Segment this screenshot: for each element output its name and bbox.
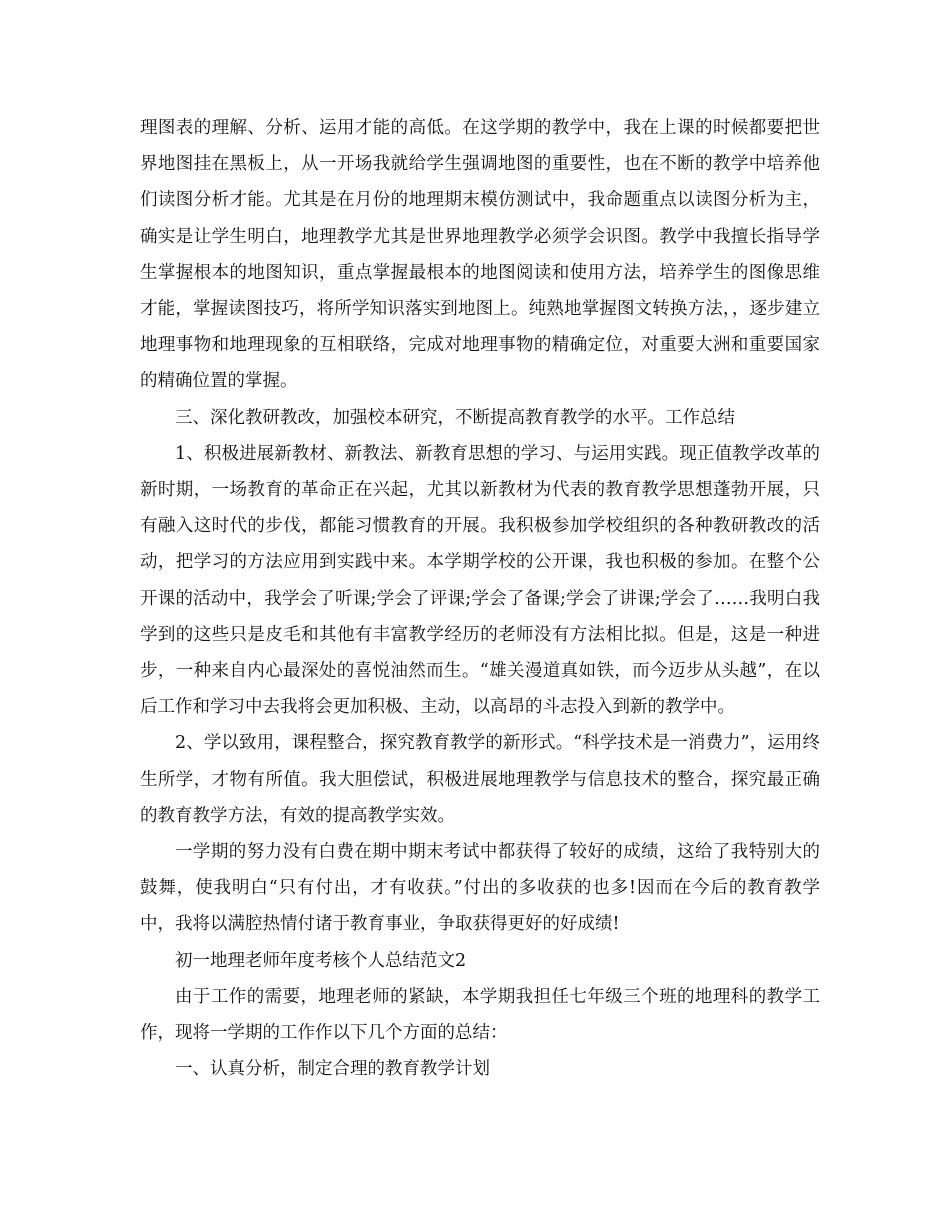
paragraph-intro-sample-2: 由于工作的需要，地理老师的紧缺，本学期我担任七年级三个班的地理科的教学工作，现将一学期的工作作以下几个方面的总结： [140,986,820,1044]
article-title-sample-2: 初一地理老师年度考核个人总结范文2 [175,950,467,971]
paragraph-new-curriculum: 1、积极进展新教材、新教法、新教育思想的学习、与运用实践。现正值教学改革的新时期，一场教育的革命正在兴起，尤其以新教材为代表的教育教学思想蓬勃开展，只有融入这时代的步伐，都能习惯教育的开展。我积极参加学校组织的各种教研教改的活动，把学习的方法应用到实践中来。本学期学校的公开课，我也积极的参加。在整个公开课的活动中，我学会了听课;学会了评课;学会了备课;学会了讲课;学会了……我明白我学到的这些只是皮毛和其他有丰富教学经历的老师没有方法相比拟。但是，这是一种进步，一种来自内心最深处的喜悦油然而生。“雄关漫道真如铁，而今迈步从头越”，在以后工作和学习中去我将会更加积极、主动，以高昂的斗志投入到新的教学中。 [140,443,820,718]
paragraph-semester-results: 一学期的努力没有白费在期中期末考试中都获得了较好的成绩，这给了我特别大的鼓舞，使我明白“只有付出，才有收获。”付出的多收获的也多!因而在今后的教育教学中，我将以满腔热情付诸于教育事业，争取获得更好的好成绩! [140,842,820,935]
section-heading-planning: 一、认真分析，制定合理的教育教学计划 [175,1059,490,1080]
section-heading-teaching-research: 三、深化教研教改，加强校本研究，不断提高教育教学的水平。工作总结 [175,407,735,428]
paragraph-map-reading: 理图表的理解、分析、运用才能的高低。在这学期的教学中，我在上课的时候都要把世界地图挂在黑板上，从一开场我就给学生强调地图的重要性，也在不断的教学中培养他们读图分析才能。尤其是在月份的地理期末模仿测试中，我命题重点以读图分析为主，确实是让学生明白，地理教学尤其是世界地理教学必须学会识图。教学中我擅长指导学生掌握根本的地图知识，重点掌握最根本的地图阅读和使用方法，培养学生的图像思维才能，掌握读图技巧，将所学知识落实到地图上。纯熟地掌握图文转换方法，，逐步建立地理事物和地理现象的互相联络，完成对地理事物的精确定位，对重要大洲和重要国家的精确位置的掌握。 [140,118,820,392]
paragraph-integration: 2、学以致用，课程整合，探究教育教学的新形式。“科学技术是一消费力”，运用终生所学，才物有所值。我大胆偿试，积极进展地理教学与信息技术的整合，探究最正确的教育教学方法，有效的提高教学实效。 [140,733,820,826]
document-body [140,110,820,1087]
